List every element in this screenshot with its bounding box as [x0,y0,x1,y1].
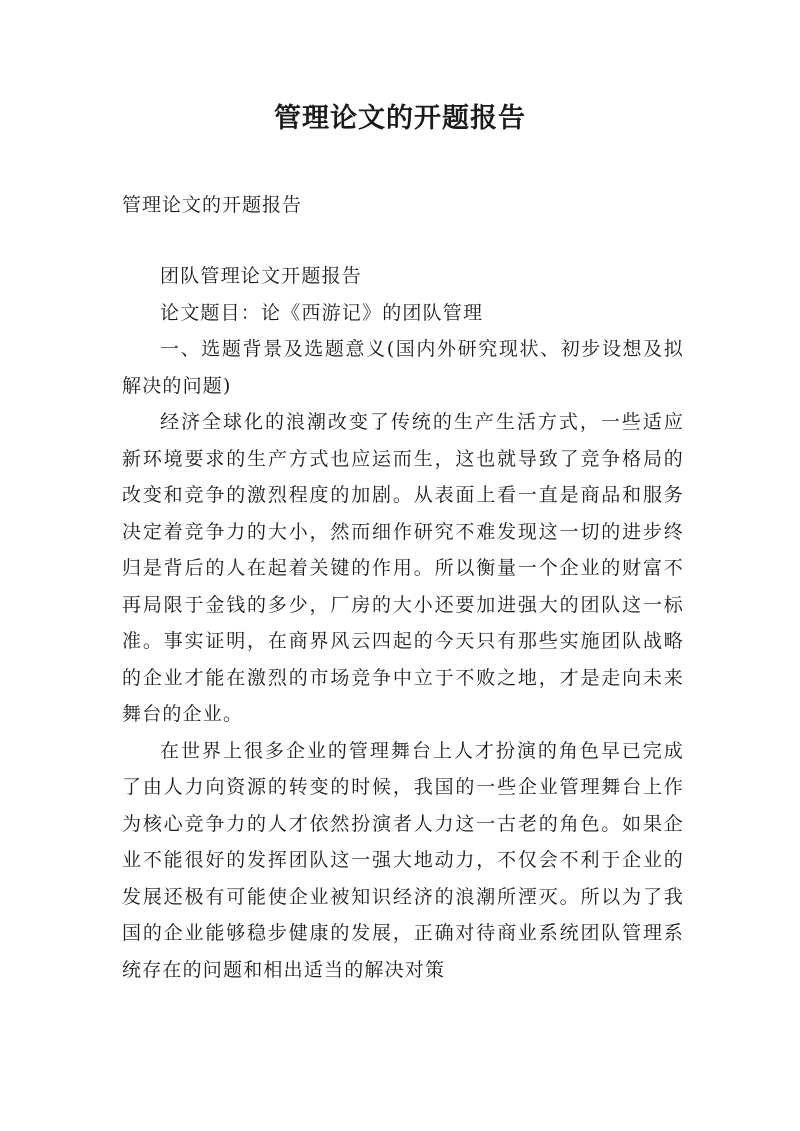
section-heading: 一、选题背景及选题意义(国内外研究现状、初步设想及拟解决的问题) [122,338,684,397]
thesis-topic: 论文题目：论《西游记》的团队管理 [160,301,484,324]
document-body [122,258,684,988]
body-paragraph: 经济全球化的浪潮改变了传统的生产生活方式，一些适应新环境要求的生产方式也应运而生，这也就导致了竞争格局的改变和竞争的激烈程度的加剧。从表面上看一直是商品和服务决定着竞争力的大小，然而细作研究不难发现这一切的进步终归是背后的人在起着关键的作用。所以衡量一个企业的财富不再局限于金钱的多少，厂房的大小还要加进强大的团队这一标准。事实证明，在商界风云四起的今天只有那些实施团队战略的企业才能在激烈的市场竞争中立于不败之地，才是走向未来舞台的企业。 [122,411,684,725]
document-title: 管理论文的开题报告 [274,103,526,134]
document-subtitle: 管理论文的开题报告 [122,194,303,216]
body-paragraph: 在世界上很多企业的管理舞台上人才扮演的角色早已完成了由人力向资源的转变的时候，我国的一些企业管理舞台上作为核心竞争力的人才依然扮演者人力这一古老的角色。如果企业不能很好的发挥团队这一强大地动力，不仅会不利于企业的发展还极有可能使企业被知识经济的浪潮所湮灭。所以为了我国的企业能够稳步健康的发展，正确对待商业系统团队管理系统存在的问题和相出适当的解决对策 [122,739,684,981]
section-heading: 团队管理论文开题报告 [160,265,363,287]
